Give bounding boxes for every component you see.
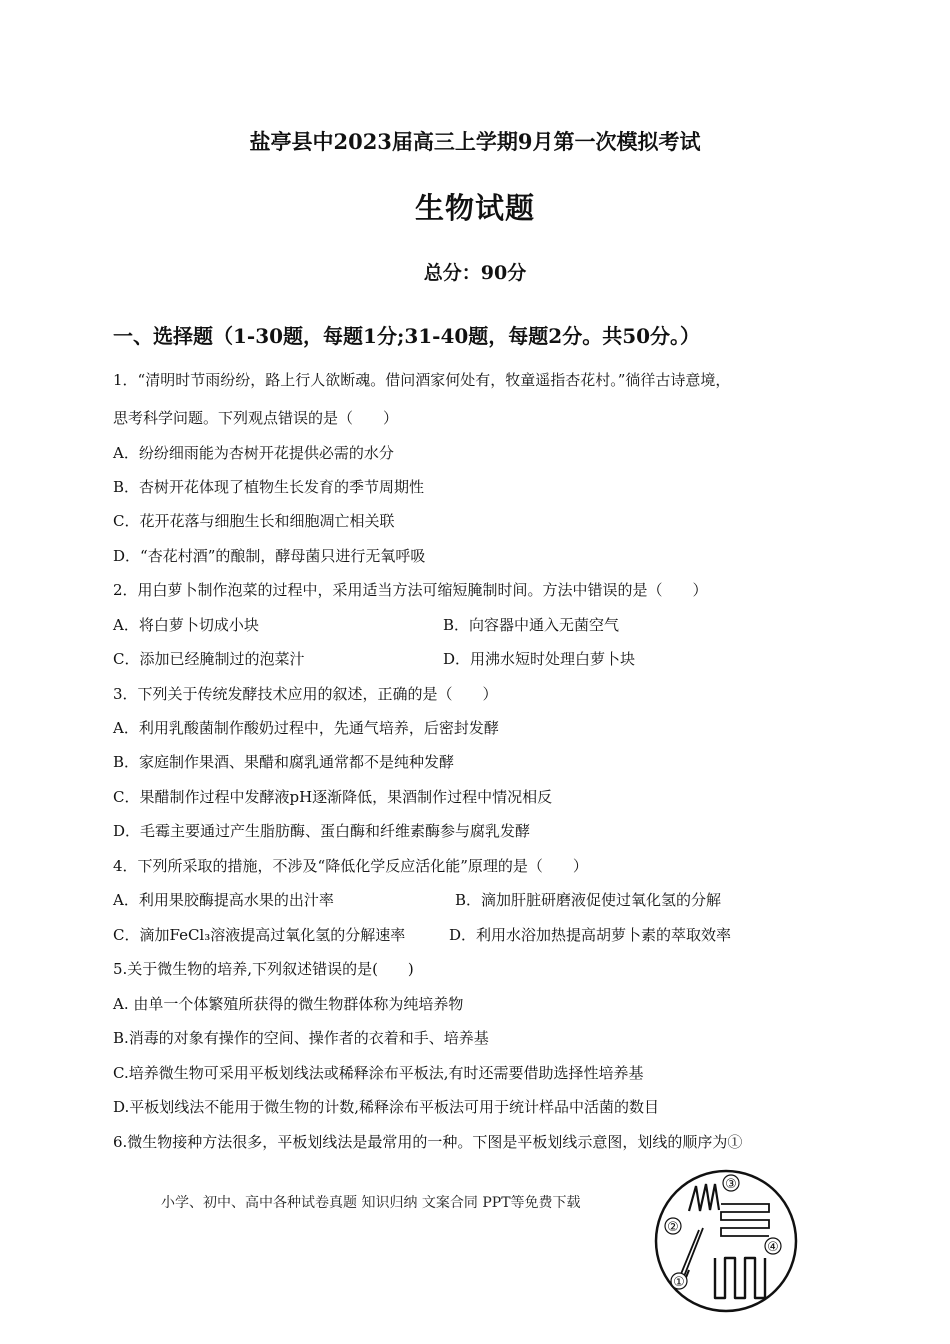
- q5-option-c: C.培养微生物可采用平板划线法或稀释涂布平板法,有时还需要借助选择性培养基: [113, 1064, 644, 1082]
- streak-region-3: [721, 1204, 769, 1236]
- q1-option-a: A．纷纷细雨能为杏树开花提供必需的水分: [113, 444, 394, 462]
- region-label-3: ③: [725, 1177, 737, 1192]
- footer-watermark: 小学、初中、高中各种试卷真题 知识归纳 文案合同 PPT等免费下载: [161, 1195, 581, 1211]
- region-label-4: ④: [767, 1240, 779, 1255]
- q4-option-d: D．利用水浴加热提高胡萝卜素的萃取效率: [449, 926, 732, 944]
- q5-option-d: D.平板划线法不能用于微生物的计数,稀释涂布平板法可用于统计样品中活菌的数目: [113, 1098, 660, 1116]
- q1-stem-line1: 1．“清明时节雨纷纷，路上行人欲断魂。借问酒家何处有，牧童遥指杏花村。”徜徉古诗意境，: [113, 371, 731, 389]
- q1-option-c: C．花开花落与细胞生长和细胞凋亡相关联: [113, 512, 395, 530]
- q3-stem: 3．下列关于传统发酵技术应用的叙述，正确的是（ ）: [113, 685, 498, 703]
- total-score: 总分：90分: [423, 262, 527, 284]
- q5-option-b: B.消毒的对象有操作的空间、操作者的衣着和手、培养基: [113, 1029, 489, 1047]
- subject-title: 生物试题: [414, 191, 535, 225]
- exam-title: 盐亭县中2023届高三上学期9月第一次模拟考试: [249, 129, 701, 154]
- q1-option-b: B．杏树开花体现了植物生长发育的季节周期性: [113, 478, 425, 496]
- q2-option-d: D．用沸水短时处理白萝卜块: [443, 650, 636, 668]
- q5-option-a: A. 由单一个体繁殖所获得的微生物群体称为纯培养物: [113, 995, 464, 1013]
- q1-option-d: D．“杏花村酒”的酿制，酵母菌只进行无氧呼吸: [113, 547, 426, 565]
- streak-region-4: [715, 1258, 765, 1298]
- region-label-1: ①: [673, 1275, 685, 1290]
- streak-region-2: [681, 1228, 703, 1279]
- streak-plate-figure: [651, 1166, 801, 1316]
- q2-option-c: C．添加已经腌制过的泡菜汁: [113, 650, 305, 668]
- q4-stem: 4．下列所采取的措施，不涉及“降低化学反应活化能”原理的是（ ）: [113, 857, 588, 875]
- streak-region-1: [689, 1184, 719, 1211]
- q1-stem-line2: 思考科学问题。下列观点错误的是（ ）: [113, 409, 399, 427]
- section-heading: 一、选择题（1-30题，每题1分;31-40题，每题2分。共50分。）: [113, 324, 701, 348]
- q4-option-a: A．利用果胶酶提高水果的出汁率: [113, 891, 334, 909]
- q3-option-a: A．利用乳酸菌制作酸奶过程中，先通气培养，后密封发酵: [113, 719, 499, 737]
- q2-option-b: B．向容器中通入无菌空气: [443, 616, 620, 634]
- q2-option-a: A．将白萝卜切成小块: [113, 616, 259, 634]
- q6-stem: 6.微生物接种方法很多，平板划线法是最常用的一种。下图是平板划线示意图，划线的顺序为①: [113, 1133, 743, 1151]
- q2-stem: 2．用白萝卜制作泡菜的过程中，采用适当方法可缩短腌制时间。方法中错误的是（ ）: [113, 581, 708, 599]
- q3-option-c: C．果醋制作过程中发酵液pH逐渐降低，果酒制作过程中情况相反: [113, 788, 553, 806]
- q3-option-d: D．毛霉主要通过产生脂肪酶、蛋白酶和纤维素酶参与腐乳发酵: [113, 822, 531, 840]
- q4-option-b: B．滴加肝脏研磨液促使过氧化氢的分解: [455, 891, 722, 909]
- q3-option-b: B．家庭制作果酒、果醋和腐乳通常都不是纯种发酵: [113, 753, 455, 771]
- q4-option-c: C．滴加FeCl₃溶液提高过氧化氢的分解速率: [113, 926, 406, 944]
- q5-stem: 5.关于微生物的培养,下列叙述错误的是( ): [113, 960, 414, 978]
- region-label-2: ②: [667, 1220, 679, 1235]
